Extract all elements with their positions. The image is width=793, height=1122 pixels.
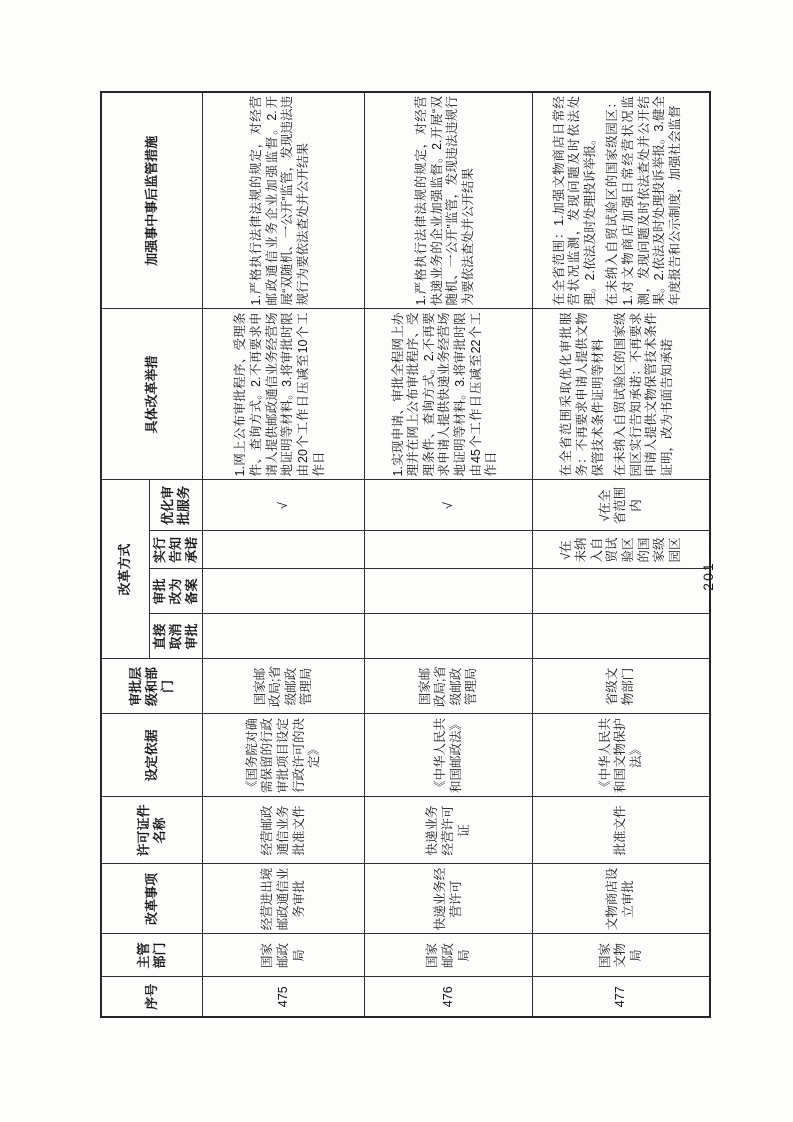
cell-475-notice-commitment xyxy=(203,531,365,569)
cell-475-reform-item: 经营进出境邮政通信业务审批 xyxy=(203,864,365,934)
cell-477-approval-level: 省级文物部门 xyxy=(533,659,710,714)
cell-475-measures xyxy=(203,309,365,480)
header-supervision: 加强事中事后监管措施 xyxy=(101,92,203,309)
header-cancel-approval: 直接取消审批 xyxy=(149,614,203,659)
table-row-475 xyxy=(203,92,365,1017)
cell-477-reform-item: 文物商店设立审批 xyxy=(533,864,710,934)
measures-paragraph-2: 在未纳入自贸试验区的国家级园区实行告知承诺：不再要求申请人提供文物保管技术条件证明，改为书面告知承诺 xyxy=(613,312,675,477)
header-reform-mode-group: 改革方式 xyxy=(101,480,149,659)
page-number: — 201 — xyxy=(700,539,716,613)
cell-476-license-name: 快递业务经营许可证 xyxy=(365,797,533,864)
cell-476-cancel-approval xyxy=(365,614,533,659)
cell-476-reform-item: 快递业务经营许可 xyxy=(365,864,533,934)
cell-477-department: 国家文物局 xyxy=(533,934,710,977)
cell-475-cancel-approval xyxy=(203,614,365,659)
header-license-name: 许可证件名称 xyxy=(101,797,203,864)
cell-477-optimize-service-checkmark: √在全省范围内 xyxy=(533,480,710,531)
cell-476-notice-commitment xyxy=(365,531,533,569)
cell-476-serial: 476 xyxy=(365,977,533,1017)
supervision-paragraph-1: 在全省范围：1.加强文物商店日常经营状况监测，发现问题及时依法处理。2.依法及时处理投诉举报。 xyxy=(551,95,597,306)
header-department: 主管部门 xyxy=(101,934,203,977)
cell-476-department: 国家邮政局 xyxy=(365,934,533,977)
cell-477-notice-commitment-checkmark: √在未纳入自贸试验区的国家级园区 xyxy=(533,531,710,569)
header-measures: 具体改革举措 xyxy=(101,309,203,480)
cell-475-to-filing xyxy=(203,569,365,614)
measures-paragraph-1: 在全省范围采取优化审批服务：不再要求申请人提供文物保管技术条件证明等材料 xyxy=(559,312,605,477)
supervision-paragraph: 1.严格执行法律法规的规定，对经营邮政通信业务企业加强监督。2.开展“双随机、一公开”监管，发现违法违规行为要依法查处并公开结果 xyxy=(249,95,310,306)
cell-475-basis: 《国务院对确需保留的行政审批项目设定行政许可的决定》 xyxy=(203,714,365,797)
cell-476-measures xyxy=(365,309,533,480)
cell-477-measures xyxy=(533,309,710,480)
cell-475-serial: 475 xyxy=(203,977,365,1017)
supervision-paragraph: 1.严格执行法律法规的规定，对经营快递业务的企业加强监督。2.开展“双随机、一公开”监管，发现违法违规行为要依法查处并公开结果 xyxy=(414,95,475,306)
header-to-filing: 审批改为备案 xyxy=(149,569,203,614)
cell-476-basis: 《中华人民共和国邮政法》 xyxy=(365,714,533,797)
header-row-1 xyxy=(101,92,149,1017)
cell-477-to-filing xyxy=(533,569,710,614)
cell-477-serial: 477 xyxy=(533,977,710,1017)
cell-477-cancel-approval xyxy=(533,614,710,659)
cell-476-approval-level: 国家邮政局;省级邮政管理局 xyxy=(365,659,533,714)
reform-items-table xyxy=(100,91,711,1018)
measures-paragraph: 1.网上公布审批程序、受理条件、查询方式。2.不再要求申请人提供邮政通信业务经营场地证明等材料。3.将审批时限由20个工作日压减至10个工作日 xyxy=(233,312,326,477)
header-serial: 序号 xyxy=(101,977,203,1017)
cell-475-optimize-service-checkmark: √ xyxy=(203,480,365,531)
table-row-477 xyxy=(533,92,710,1017)
cell-475-department: 国家邮政局 xyxy=(203,934,365,977)
measures-paragraph: 1.实现申请、审批全程网上办理并在网上公布审批程序、受理条件、查询方式。2.不再要求申请人提供快递业务经营场地证明等材料。3.将审批时限由45个工作日压减至22个工作日 xyxy=(390,312,499,477)
cell-475-supervision xyxy=(203,92,365,309)
supervision-paragraph-2: 在未纳入自贸试验区的国家级园区：1.对文物商店加强日常经营状况监测，发现问题及时依法查处并公开结果。2.依法及时处理投诉举报。3.健全年度报告和公示制度，加强社会监督 xyxy=(605,95,682,306)
cell-477-license-name: 批准文件 xyxy=(533,797,710,864)
cell-476-supervision xyxy=(365,92,533,309)
cell-476-to-filing xyxy=(365,569,533,614)
header-approval-level: 审批层级和部门 xyxy=(101,659,203,714)
cell-475-license-name: 经营邮政通信业务批准文件 xyxy=(203,797,365,864)
cell-477-basis: 《中华人民共和国文物保护法》 xyxy=(533,714,710,797)
cell-476-optimize-service-checkmark: √ xyxy=(365,480,533,531)
header-basis: 设定依据 xyxy=(101,714,203,797)
header-notice-commitment: 实行告知承诺 xyxy=(149,531,203,569)
header-reform-item: 改革事项 xyxy=(101,864,203,934)
cell-475-approval-level: 国家邮政局;省级邮政管理局 xyxy=(203,659,365,714)
header-optimize-service: 优化审批服务 xyxy=(149,480,203,531)
table-row-476 xyxy=(365,92,533,1017)
cell-477-supervision xyxy=(533,92,710,309)
